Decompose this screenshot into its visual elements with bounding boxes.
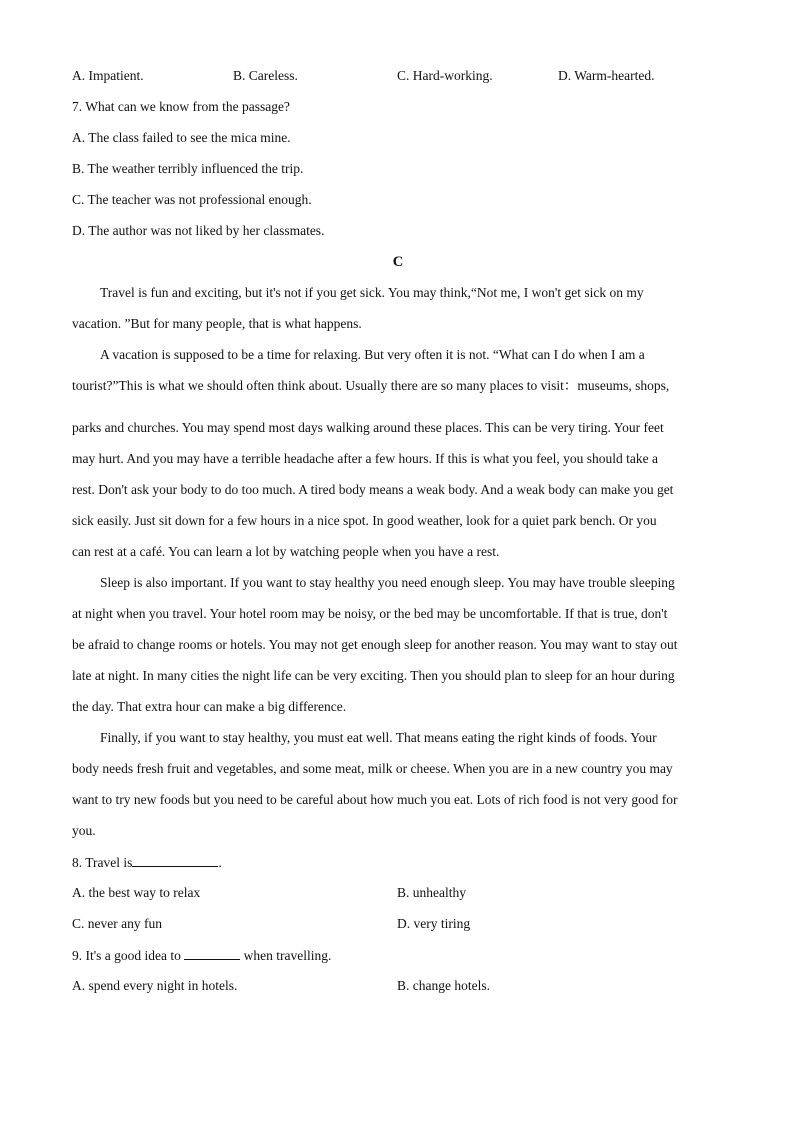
q6-options (72, 66, 724, 97)
exam-page (72, 66, 724, 1007)
q8-option-b[interactable]: B. unhealthy (397, 885, 466, 900)
q7-option-d[interactable]: D. The author was not liked by her classmates. (72, 223, 325, 238)
passage-paragraph-4 (72, 728, 724, 852)
q6-option-b[interactable]: B. Careless. (233, 68, 298, 83)
passage-paragraph-2 (72, 345, 724, 573)
section-title: C (392, 254, 404, 270)
q8-answer-blank[interactable] (132, 852, 218, 867)
q9-options-row-1 (72, 976, 724, 1007)
q7-option-a[interactable]: A. The class failed to see the mica mine. (72, 130, 291, 145)
q9-stem-text: 9. It's a good idea to (72, 948, 181, 963)
q8-options-row-2 (72, 914, 724, 945)
passage-line: may hurt. And you may have a terrible headache after a few hours. If this is what you feel, you should take a (72, 451, 658, 466)
q9-answer-blank[interactable] (184, 945, 240, 960)
passage-line: A vacation is supposed to be a time for relaxing. But very often it is not. “What can I do when I am a (100, 347, 645, 362)
q9-option-b[interactable]: B. change hotels. (397, 978, 490, 993)
passage-line: tourist?”This is what we should often think about. Usually there are so many places to visit：museums, shops, (72, 378, 670, 393)
passage-line: want to try new foods but you need to be careful about how much you eat. Lots of rich food is not very good for (72, 792, 678, 807)
passage-line: Travel is fun and exciting, but it's not if you get sick. You may think,“Not me, I won't get sick on my (100, 285, 644, 300)
passage-paragraph-1 (72, 283, 724, 345)
q8-stem (72, 852, 724, 883)
q8-stem-text: 8. Travel is (72, 855, 133, 870)
passage-line: be afraid to change rooms or hotels. You may not get enough sleep for another reason. You may want to stay out (72, 637, 678, 652)
q8-stem-end: . (218, 855, 222, 870)
q9-stem (72, 945, 724, 976)
passage-line: vacation. ”But for many people, that is what happens. (72, 316, 362, 331)
passage-line: the day. That extra hour can make a big difference. (72, 699, 347, 714)
passage-line: Sleep is also important. If you want to stay healthy you need enough sleep. You may have trouble sleeping (100, 575, 675, 590)
q7-stem: 7. What can we know from the passage? (72, 99, 290, 114)
passage-line: parks and churches. You may spend most days walking around these places. This can be very tiring. Your feet (72, 420, 664, 435)
passage-line: body needs fresh fruit and vegetables, and some meat, milk or cheese. When you are in a new country you may (72, 761, 673, 776)
passage-line: sick easily. Just sit down for a few hours in a nice spot. In good weather, look for a quiet park bench. Or you (72, 513, 657, 528)
passage-line: rest. Don't ask your body to do too much. A tired body means a weak body. And a weak body can make you get (72, 482, 674, 497)
passage-line: you. (72, 823, 96, 838)
q8-options-row-1 (72, 883, 724, 914)
q7-option-b[interactable]: B. The weather terribly influenced the trip. (72, 161, 304, 176)
passage-paragraph-3 (72, 573, 724, 728)
q6-option-a[interactable]: A. Impatient. (72, 68, 144, 83)
q6-option-c[interactable]: C. Hard-working. (397, 68, 493, 83)
q6-option-d[interactable]: D. Warm-hearted. (558, 68, 655, 83)
q8-option-d[interactable]: D. very tiring (397, 916, 471, 931)
q8-option-c[interactable]: C. never any fun (72, 916, 162, 931)
q9-stem-end: when travelling. (243, 948, 332, 963)
passage-line: Finally, if you want to stay healthy, you must eat well. That means eating the right kinds of foods. Your (100, 730, 657, 745)
passage-line: can rest at a café. You can learn a lot by watching people when you have a rest. (72, 544, 500, 559)
q9-option-a[interactable]: A. spend every night in hotels. (72, 978, 238, 993)
passage-line: at night when you travel. Your hotel room may be noisy, or the bed may be uncomfortable. If that is true, don't (72, 606, 668, 621)
q8-option-a[interactable]: A. the best way to relax (72, 885, 201, 900)
passage-line: late at night. In many cities the night life can be very exciting. Then you should plan to sleep for an hour during (72, 668, 675, 683)
q7-option-c[interactable]: C. The teacher was not professional enough. (72, 192, 312, 207)
